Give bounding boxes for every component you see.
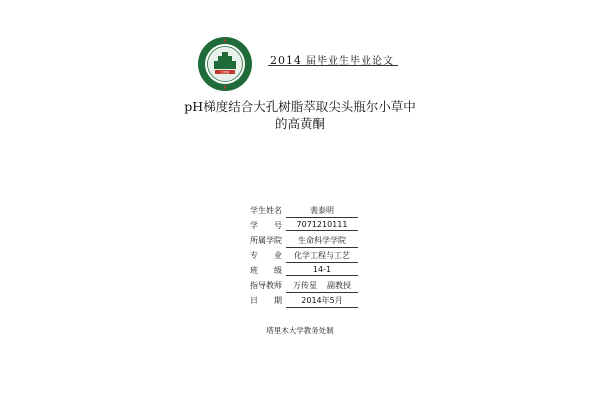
info-label: 班 级	[250, 266, 282, 275]
advisor-title: 副教授	[327, 281, 351, 290]
thesis-title-line2: 的高黄酮	[274, 116, 325, 131]
info-row-college	[250, 235, 370, 250]
advisor-name: 万传星	[293, 281, 317, 290]
info-value: 2014年5月	[286, 295, 358, 308]
info-label: 指导教师	[250, 281, 282, 290]
student-info-table	[250, 205, 370, 310]
info-row-major	[250, 250, 370, 265]
info-label: 学生姓名	[250, 206, 282, 215]
university-emblem-icon	[197, 36, 253, 92]
header-rule	[268, 65, 398, 66]
info-row-date	[250, 295, 370, 310]
info-value: 裴泰明	[286, 205, 358, 218]
thesis-title-line1: pH梯度结合大孔树脂萃取尖头瓶尔小草中	[184, 99, 416, 114]
info-value: 14-1	[286, 265, 358, 276]
info-label: 所属学院	[250, 236, 282, 245]
issuer-footer: 塔里木大学教务处制	[266, 326, 334, 335]
svg-text:1958: 1958	[220, 70, 230, 75]
info-label: 学 号	[250, 221, 282, 230]
graduation-year: 2014	[270, 54, 302, 67]
info-row-class	[250, 265, 370, 280]
info-label: 专 业	[250, 251, 282, 260]
info-row-advisor	[250, 280, 370, 295]
thesis-title	[180, 98, 420, 132]
info-row-student-name	[250, 205, 370, 220]
header-title-text: 届毕业生毕业论文	[306, 56, 394, 67]
info-value: 化学工程与工艺	[286, 250, 358, 263]
info-value: 生命科学学院	[286, 235, 358, 248]
info-value: 7071210111	[286, 220, 358, 231]
info-label: 日 期	[250, 296, 282, 305]
info-row-student-id	[250, 220, 370, 235]
info-value	[286, 280, 358, 293]
